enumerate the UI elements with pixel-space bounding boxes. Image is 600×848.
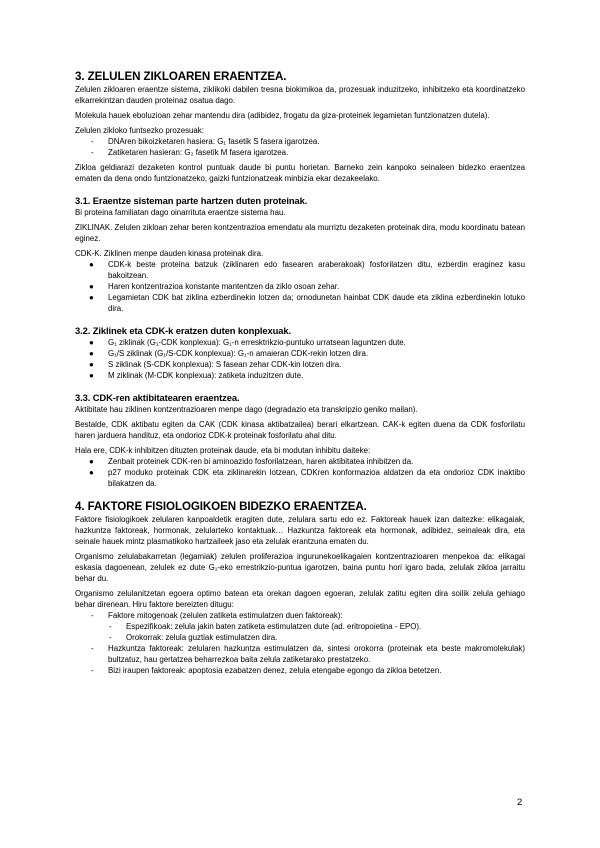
section-4-paragraph: Organismo zelulabakarretan (legamiak) zelulen proliferazioa ingurunekoelikagaien kontzentrazioaren menpekoa da: elikagai eskasia dagoenean, zelulek ez dute G₁-eko errestrikzio-puntua igarotzen, baina puntu hori igaro bada, zelulak zikloa jarraitu behar du. — [75, 552, 525, 583]
bullet-list-item: ● CDK-k beste proteina batzuk (ziklinaren edo fasearen araberakoak) fosforilatzen ditu, ezberdin eraginez kasu bakoitzean. — [89, 260, 525, 280]
dash-list-item: - DNAren bikoizketaren hasiera: G₁ fasetik S fasera igarotzea. — [75, 136, 525, 147]
page-number: 2 — [517, 797, 523, 808]
dash-list-item: - Faktore mitogenoak (zelulen zatiketa estimulatzen duen faktoreak): — [75, 610, 525, 621]
bullet-list-item: ● M ziklinak (M-CDK konplexua): zatiketa induzitzen dute. — [89, 371, 304, 380]
section-3-1-paragraph: ZIKLINAK. Zelulen zikloan zehar beren kontzentrazioa emendatu ala murriztu dezaketen proteinak dira, modu koordinatu batean eginez. — [75, 223, 525, 243]
section-3-3-paragraph: Hala ere, CDK-k inhibitzen dituzten proteinak daude, eta bi modutan inhibitu daiteke: — [75, 446, 371, 455]
bullet-icon: ● — [89, 293, 94, 302]
bullet-list-item: ● G₁ ziklinak (G₁-CDK konplexua): G₁-n erresktrikzio-puntuko urratsean laguntzen dute. — [89, 338, 406, 347]
section-3-paragraph: Zikloa geldiarazi dezaketen kontrol puntuak daude bi puntu horietan. Barneko zein kanpoko seinaleen bidezko eraentzea ematen da dena ondo funtzionatzeko, gaizki funtzionatzeak minbizia ekar dezakeelako. — [75, 163, 525, 183]
bullet-icon: ● — [89, 371, 94, 380]
section-3-paragraph: Zelulen zikloaren eraentze sistema, ziklikoki dabilen tresna biokimikoa da, prozesuak induzitzeko, inhibitzeko eta koordinatzeko elkarrekintzan dauden proteinaz osatua dago. — [75, 85, 525, 105]
bullet-icon: ● — [89, 260, 94, 269]
sub-dash-list-item: - Orokorrak: zelula guztiak estimulatzen dira. — [75, 632, 525, 643]
dash-list-item: - Hazkuntza faktoreak: zelularen hazkuntza estimulatzen da, sintesi orokorra (proteinak eta beste makromolekulak) bultzatuz, hau gertatzea beharrezkoa baita zelula zatiketarako prestatzeko. — [75, 643, 525, 665]
bullet-list-item: ● p27 moduko proteinak CDK eta ziklinarekin lotzean, CDKren konformazioa aldatzen da eta ondorioz CDK inaktibo bilakatzen da. — [89, 468, 525, 488]
section-3-3-paragraph: Aktibitate hau ziklinen kontzentrazioaren menpe dago (degradazio eta transkripzio geniko mailan). — [75, 405, 418, 414]
section-3-3-title: 3.3. CDK-ren aktibitatearen eraentzea. — [75, 392, 240, 403]
bullet-list-item: ● Zenbait proteinek CDK-ren bi aminoazido fosforilatzean, haren aktibitatea inhibitzen da. — [89, 457, 414, 466]
bullet-list-item: ● Haren kontzentrazioa konstante mantentzen da ziklo osoan zehar. — [89, 282, 340, 291]
bullet-icon: ● — [89, 468, 94, 477]
section-3-1-title: 3.1. Eraentze sisteman parte hartzen duten proteinak. — [75, 195, 308, 206]
bullet-list-item: ● G₁/S ziklinak (G₁/S-CDK konplexua): G₁-n amaieran CDK-rekin lotzen dira. — [89, 349, 369, 358]
section-3-2-title: 3.2. Ziklinek eta CDK-k eratzen duten konplexuak. — [75, 325, 291, 336]
section-4-paragraph: Faktore fisiologikoek zelularen kanpoaldetik eragiten dute, zelulara sartu edo ez. Faktoreak hauek izan daitezke: elikagaiak, hazkuntza faktoreak, hormonak, zelularteko kontaktuak… Hazkuntza faktoreak eta hormonak, adibidez, seinaleak dira, eta seinale hauek mintz plasmatikoko hartzaileek jaso eta zelulak erantzuna ematen du. — [75, 515, 525, 546]
bullet-list-item: ● Legamietan CDK bat ziklina ezberdinekin lotzen da; ornodunetan hainbat CDK daude eta ziklina ezberdinekin lotuko dira. — [89, 293, 525, 313]
section-3-1-paragraph: CDK-K. Ziklinen menpe dauden kinasa proteinak dira. — [75, 249, 264, 258]
section-3-paragraph: Molekula hauek eboluzioan zehar mantendu dira (adibidez, frogatu da giza-proteinek legamietan funtzionatzen dutela). — [75, 111, 490, 120]
bullet-icon: ● — [89, 349, 94, 358]
sub-dash-list-item: - Espezifikoak: zelula jakin baten zatiketa estimulatzen dute (ad. eritropoietina - EPO). — [75, 621, 525, 632]
section-3-title: 3. ZELULEN ZIKLOAREN ERAENTZEA. — [75, 70, 287, 83]
bullet-icon: ● — [89, 282, 94, 291]
section-4-paragraph: Organismo zelulanitzetan egoera optimo batean eta orekan dagoen egoeran, zelulak zatitu egiten dira soilik zelula gehiago behar direnean. Hiru faktore bereizten ditugu: — [75, 589, 525, 609]
bullet-icon: ● — [89, 338, 94, 347]
bullet-icon: ● — [89, 457, 94, 466]
section-3-paragraph: Zelulen zikloko funtsezko prozesuak: — [75, 126, 204, 135]
dash-list-item: - Zatiketaren hasieran: G₂ fasetik M fasera igarotzea. — [75, 147, 525, 158]
section-3-3-paragraph: Bestalde, CDK aktibatu egiten da CAK (CDK kinasa aktibatzailea) berari elkartzean. CAK-k egiten duena da CDK fosforilatu haren jarduera handituz, eta ondorioz CDK-k proteinak fosforilatu ahal ditu. — [75, 420, 525, 440]
bullet-icon: ● — [89, 360, 94, 369]
bullet-list-item: ● S ziklinak (S-CDK konplexua): S fasean zehar CDK-kin lotzen dira. — [89, 360, 342, 369]
section-4-title: 4. FAKTORE FISIOLOGIKOEN BIDEZKO ERAENTZEA. — [75, 500, 367, 513]
dash-list-item: - Bizi iraupen faktoreak: apoptosia ezabatzen denez, zelula etengabe egongo da zikloa betetzen. — [75, 665, 525, 676]
section-3-1-paragraph: Bi proteina familiatan dago oinarrituta eraentze sistema hau. — [75, 208, 286, 217]
document-page — [75, 70, 525, 676]
